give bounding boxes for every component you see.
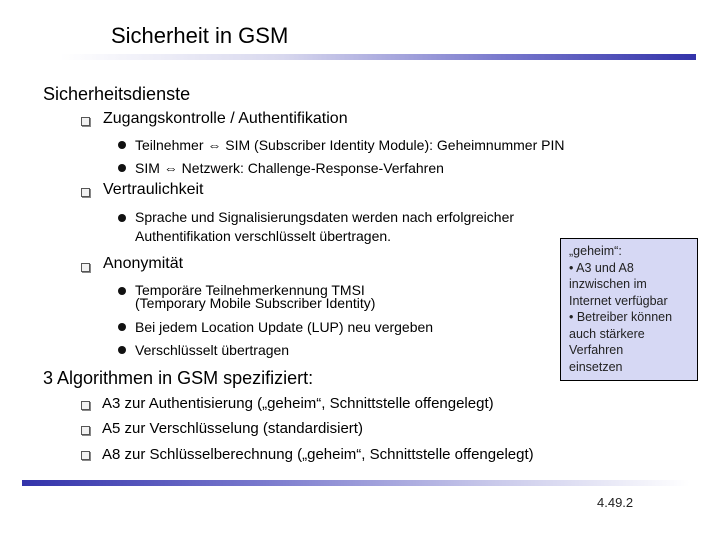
- note-line: • A3 und A8: [569, 260, 634, 275]
- subitem-challenge-response: SIM ⇔ Netzwerk: Challenge-Response-Verfahren: [135, 160, 444, 176]
- note-line: Internet verfügbar: [569, 293, 668, 308]
- item-anonymitaet: Anonymität: [103, 255, 184, 272]
- square-bullet-icon: [81, 188, 90, 197]
- note-line: auch stärkere: [569, 326, 645, 341]
- section-heading: Sicherheitsdienste: [43, 84, 191, 104]
- item-zugangskontrolle: Zugangskontrolle / Authentifikation: [103, 110, 348, 127]
- round-bullet-icon: [118, 164, 126, 172]
- round-bullet-icon: [118, 323, 126, 331]
- round-bullet-icon: [118, 141, 126, 149]
- square-bullet-icon: [81, 263, 90, 272]
- subitem-tmsi-line1: Temporäre Teilnehmerkennung TMSI: [135, 282, 365, 298]
- note-line: „geheim“:: [569, 244, 622, 258]
- square-bullet-icon: [81, 401, 90, 410]
- algorithm-a5: A5 zur Verschlüsselung (standardisiert): [102, 420, 363, 437]
- subitem-tmsi-line2: (Temporary Mobile Subscriber Identity): [135, 295, 376, 311]
- round-bullet-icon: [118, 287, 126, 295]
- subitem-pin: Teilnehmer ⇔ SIM (Subscriber Identity Module): Geheimnummer PIN: [135, 137, 565, 153]
- subitem-verschluesselung-line1: Sprache und Signalisierungsdaten werden nach erfolgreicher: [135, 209, 515, 225]
- square-bullet-icon: [81, 426, 90, 435]
- round-bullet-icon: [118, 346, 126, 354]
- item-vertraulichkeit: Vertraulichkeit: [103, 181, 204, 198]
- note-line: Verfahren: [569, 343, 624, 357]
- algorithm-a3: A3 zur Authentisierung („geheim“, Schnittstelle offengelegt): [102, 395, 494, 412]
- algorithms-heading: 3 Algorithmen in GSM spezifiziert:: [43, 368, 314, 388]
- slide-title: Sicherheit in GSM: [111, 23, 289, 48]
- round-bullet-icon: [118, 214, 126, 222]
- page-number: 4.49.2: [597, 495, 634, 510]
- square-bullet-icon: [81, 117, 90, 126]
- note-line: inzwischen im: [569, 277, 647, 291]
- note-line: einsetzen: [569, 359, 623, 374]
- note-line: • Betreiber können: [569, 310, 673, 324]
- note-box: [560, 238, 698, 381]
- footer-bar: [22, 480, 690, 486]
- square-bullet-icon: [81, 451, 90, 460]
- subitem-lup: Bei jedem Location Update (LUP) neu vergeben: [135, 319, 434, 335]
- subitem-verschluesselung-line2: Authentifikation verschlüsselt übertragen.: [135, 228, 392, 244]
- title-underline-bar: [60, 54, 696, 60]
- subitem-verschluesselt: Verschlüsselt übertragen: [135, 342, 290, 358]
- algorithm-a8: A8 zur Schlüsselberechnung („geheim“, Schnittstelle offengelegt): [102, 446, 534, 463]
